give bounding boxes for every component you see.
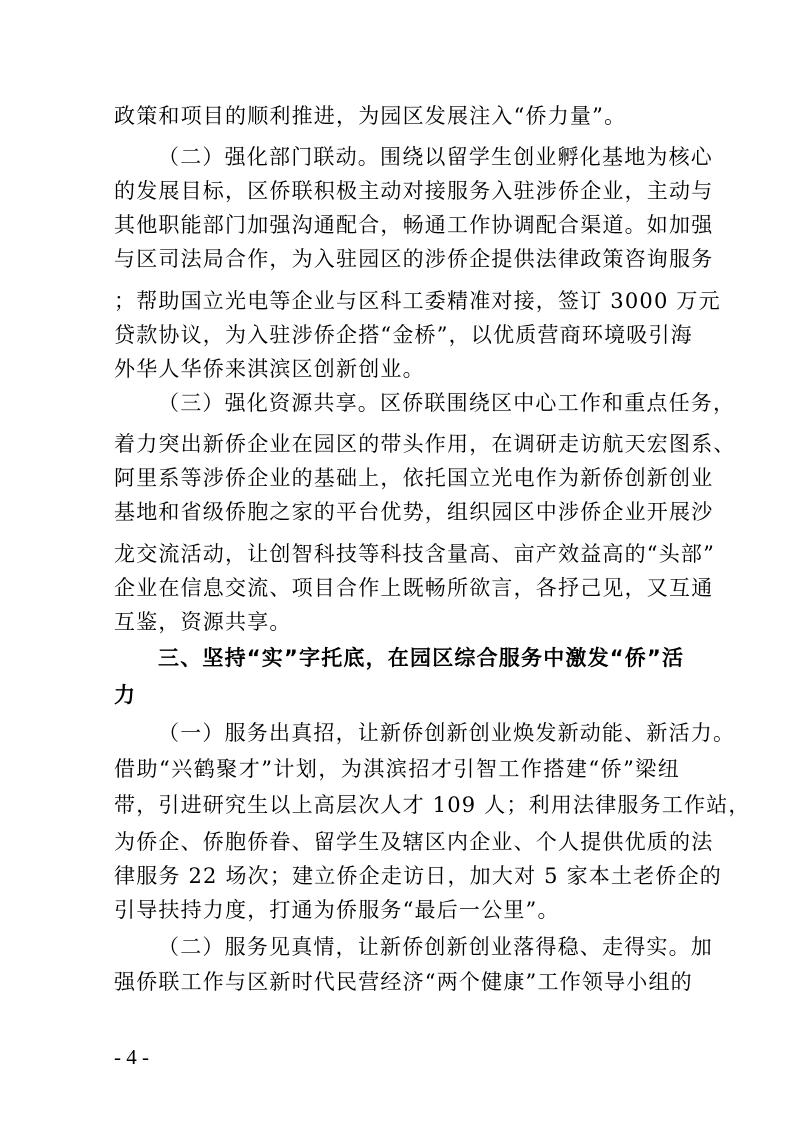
body-text-line: 互鉴，资源共享。 xyxy=(114,610,292,634)
body-text-line: 带，引进研究生以上高层次人才 109 人；利用法律服务工作站， xyxy=(114,793,751,817)
body-text-line: （三）强化资源共享。区侨联围绕区中心工作和重点任务， xyxy=(158,391,736,415)
body-text-line: 政策和项目的顺利推进，为园区发展注入“侨力量”。 xyxy=(114,104,627,128)
body-text-line: 律服务 22 场次；建立侨企走访日，加大对 5 家本土老侨企的 xyxy=(114,864,722,888)
body-text-line: 着力突出新侨企业在园区的带头作用，在调研走访航天宏图系、 xyxy=(114,432,736,456)
body-text-line: （二）服务见真情，让新侨创新创业落得稳、走得实。加 xyxy=(158,935,713,959)
body-text-line: 外华人华侨来淇滨区创新创业。 xyxy=(114,357,425,381)
body-text-line: 企业在信息交流、项目合作上既畅所欲言，各抒己见，又互通 xyxy=(114,576,714,600)
body-text-line: 引导扶持力度，打通为侨服务“最后一公里”。 xyxy=(114,898,560,922)
body-text-line: 其他职能部门加强沟通配合，畅通工作协调配合渠道。如加强 xyxy=(114,213,714,237)
body-text-line: 龙交流活动，让创智科技等科技含量高、亩产效益高的“头部” xyxy=(114,542,716,566)
body-text-line: 借助“兴鹤聚才”计划，为淇滨招才引智工作搭建“侨”梁纽 xyxy=(114,757,680,781)
body-text-line: 贷款协议，为入驻涉侨企搭“金桥”，以优质营商环境吸引海 xyxy=(114,323,693,347)
body-text-line: ；帮助国立光电等企业与区科工委精准对接，签订 3000 万元 xyxy=(114,289,721,313)
body-text-line: 基地和省级侨胞之家的平台优势，组织园区中涉侨企业开展沙 xyxy=(114,500,714,524)
body-text-line: （二）强化部门联动。围绕以留学生创业孵化基地为核心 xyxy=(158,145,713,169)
page-number: - 4 - xyxy=(114,1045,149,1069)
section-heading-continued: 力 xyxy=(114,683,137,707)
body-text-line: 阿里系等涉侨企业的基础上，依托国立光电作为新侨创新创业 xyxy=(114,466,714,490)
body-text-line: 强侨联工作与区新时代民营经济“两个健康”工作领导小组的 xyxy=(114,970,693,994)
body-text-line: （一）服务出真招，让新侨创新创业焕发新动能、新活力。 xyxy=(158,721,736,745)
body-text-line: 与区司法局合作，为入驻园区的涉侨企提供法律政策咨询服务 xyxy=(114,247,714,271)
body-text-line: 的发展目标，区侨联积极主动对接服务入驻涉侨企业，主动与 xyxy=(114,179,714,203)
section-heading: 三、坚持“实”字托底，在园区综合服务中激发“侨”活 xyxy=(158,646,685,670)
body-text-line: 为侨企、侨胞侨眷、留学生及辖区内企业、个人提供优质的法 xyxy=(114,830,714,854)
